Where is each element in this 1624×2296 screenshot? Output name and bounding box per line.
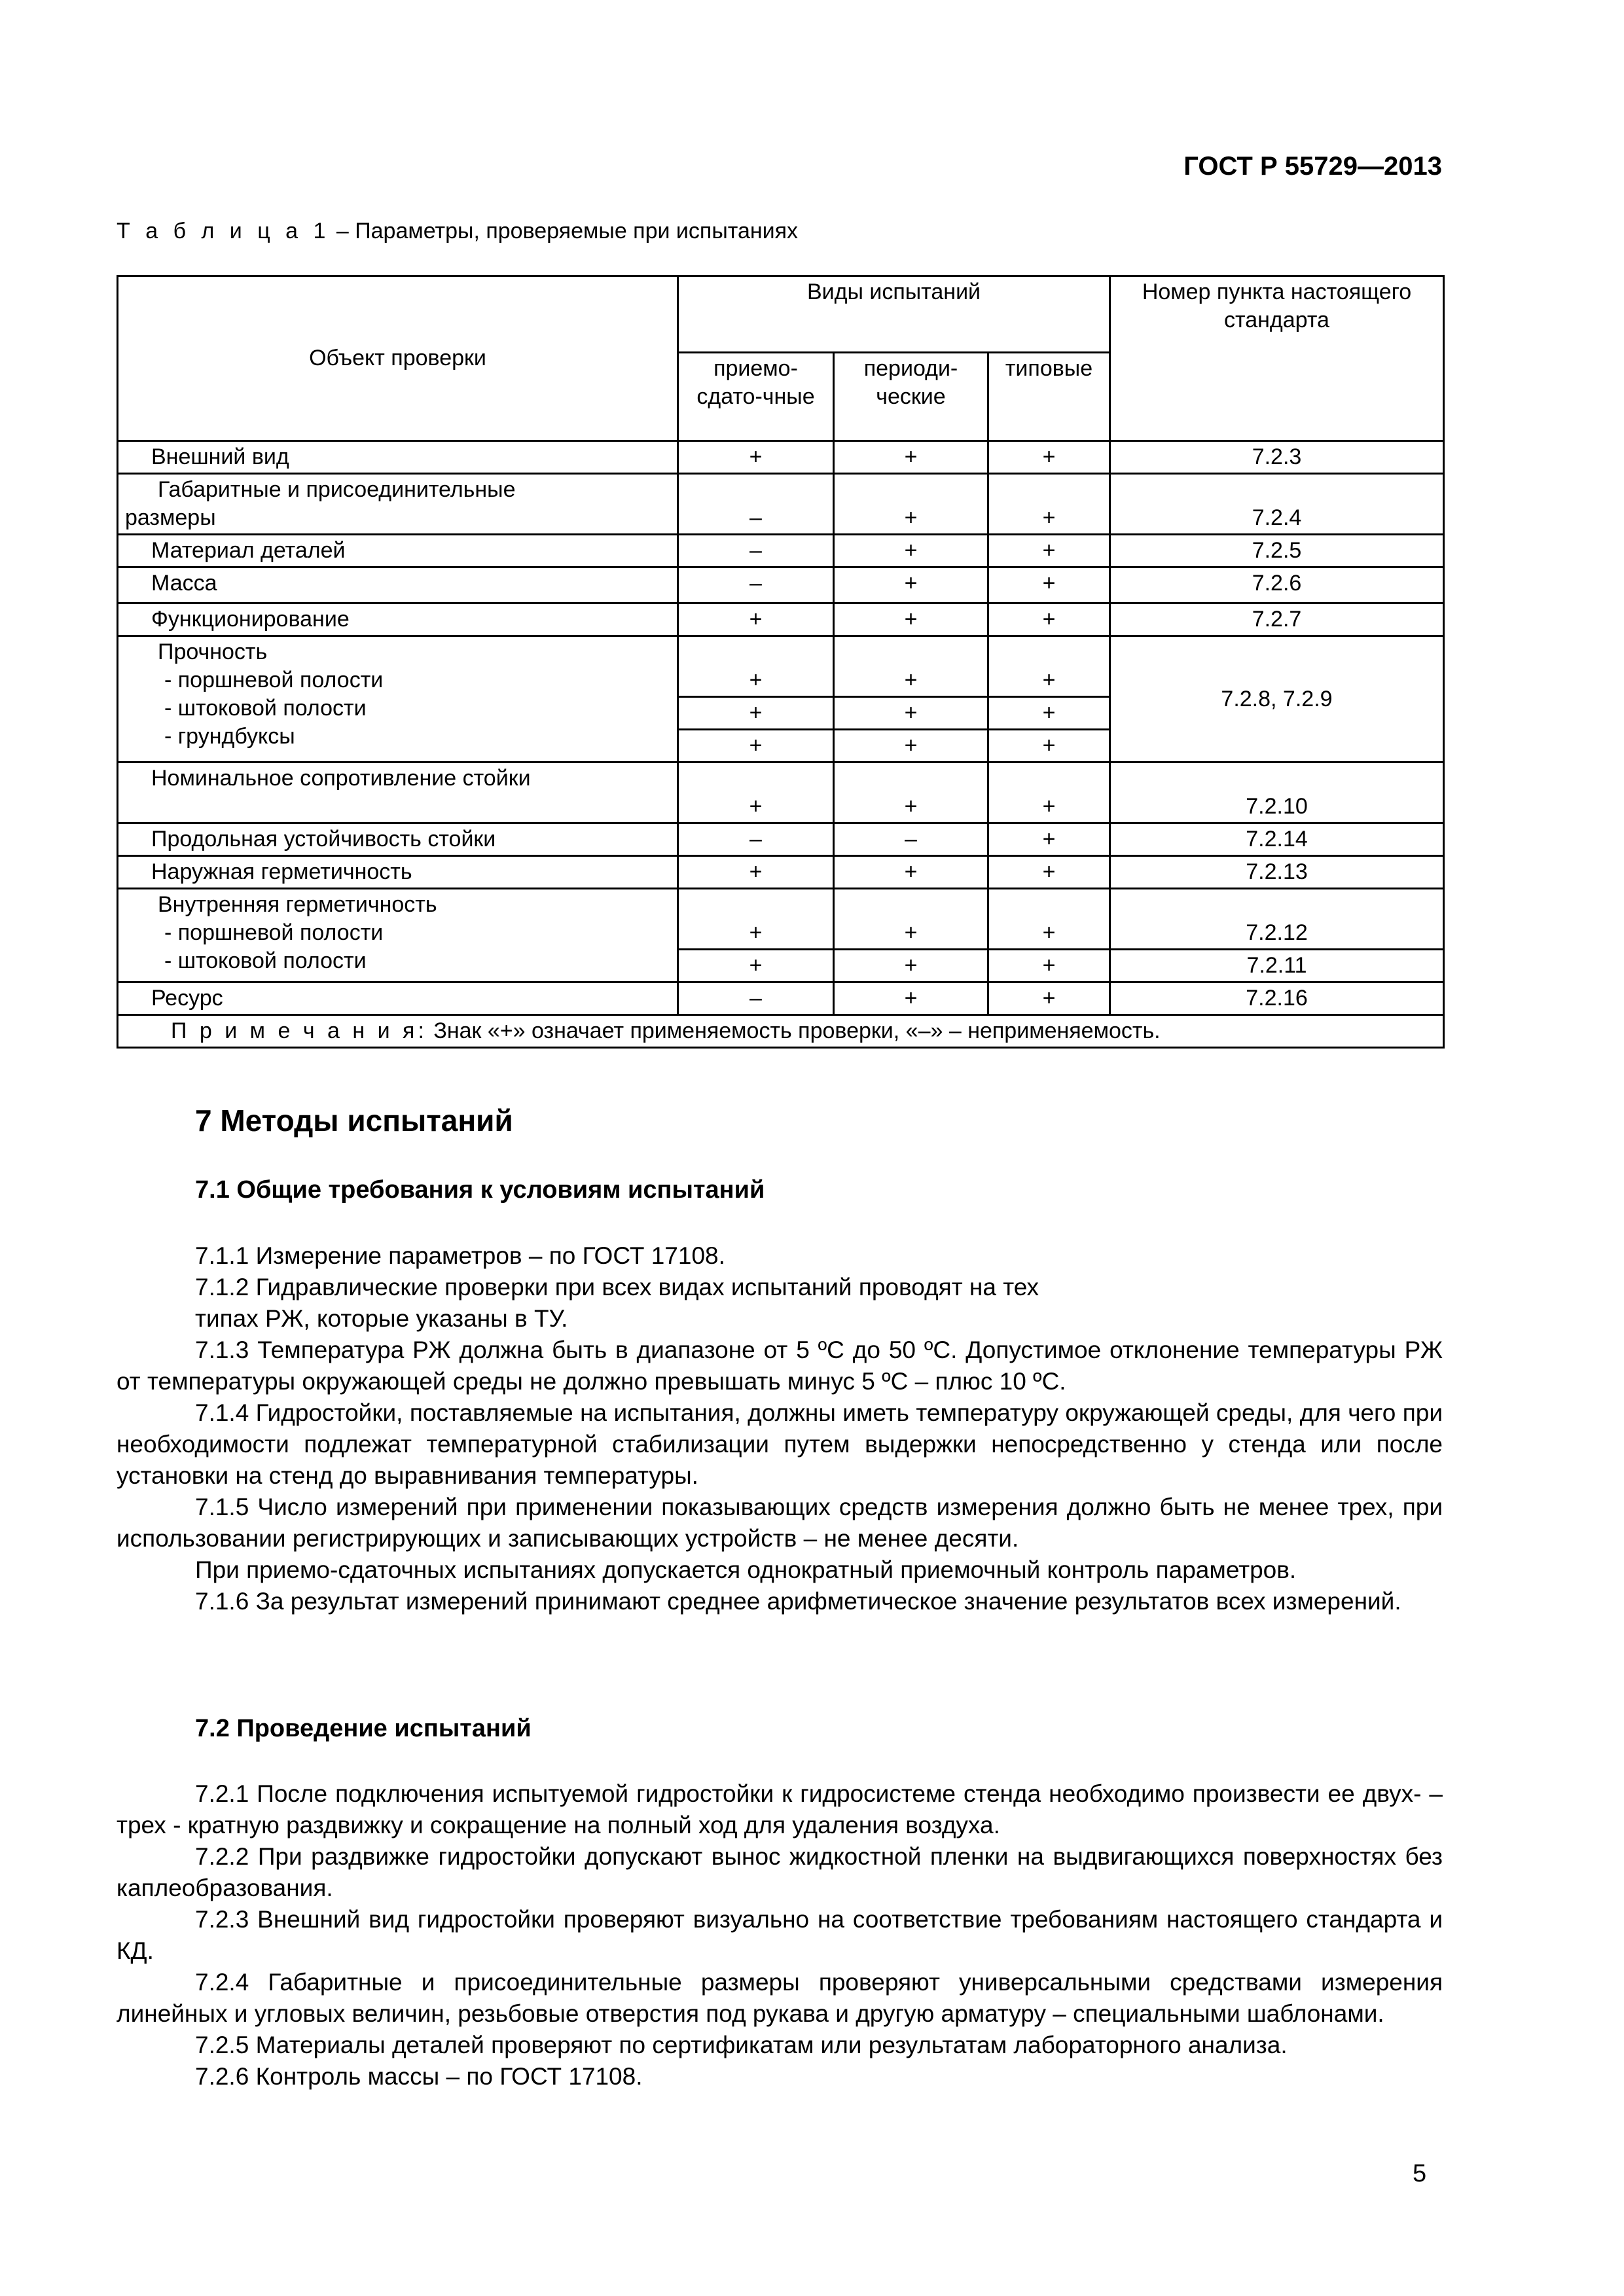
paragraph: При приемо-сдаточных испытаниях допускается однократный приемочный контроль параметров. — [195, 1556, 1297, 1583]
row-ref: 7.2.3 — [1110, 441, 1444, 474]
strength-sub-rod: - штоковой полости — [164, 696, 367, 721]
section-7-2-text — [117, 1778, 1443, 2092]
row-periodic: + — [834, 474, 988, 535]
paragraph: 7.1.1 Измерение параметров – по ГОСТ 17108. — [195, 1242, 725, 1269]
row-object: Функционирование — [118, 603, 678, 636]
internal-tightness-title: Внутренняя герметичность — [158, 892, 437, 917]
table-row — [118, 823, 1444, 856]
paragraph: 7.2.6 Контроль массы – по ГОСТ 17108. — [195, 2063, 643, 2090]
row-type: + — [988, 950, 1110, 982]
row-ref: 7.2.13 — [1110, 856, 1444, 889]
row-type: + — [988, 567, 1110, 603]
parameters-table — [117, 275, 1445, 1049]
row-object-strength — [118, 636, 678, 762]
row-object: Материал деталей — [118, 535, 678, 567]
internal-tightness-sub-rod: - штоковой полости — [164, 948, 367, 973]
row-ref-strength: 7.2.8, 7.2.9 — [1110, 636, 1444, 762]
header-object: Объект проверки — [118, 276, 678, 441]
row-acceptance: – — [678, 535, 834, 567]
row-periodic: + — [834, 603, 988, 636]
row-type: + — [988, 823, 1110, 856]
row-acceptance: + — [678, 636, 834, 697]
paragraph: 7.2.2 При раздвижке гидростойки допускают вынос жидкостной пленки на выдвигающихся поверхностях без каплеобразования. — [117, 1843, 1443, 1901]
row-ref: 7.2.11 — [1110, 950, 1444, 982]
row-acceptance: – — [678, 823, 834, 856]
row-object-line2: размеры — [125, 505, 216, 530]
table-row — [118, 889, 1444, 950]
paragraph: типах РЖ, которые указаны в ТУ. — [195, 1305, 568, 1332]
row-object: Внешний вид — [118, 441, 678, 474]
table-row — [118, 567, 1444, 603]
row-periodic: + — [834, 441, 988, 474]
row-acceptance: + — [678, 762, 834, 823]
section-title: 7 Методы испытаний — [195, 1103, 513, 1138]
row-periodic: + — [834, 950, 988, 982]
header-periodic: периоди-ческие — [834, 353, 988, 441]
table-row — [118, 441, 1444, 474]
row-object: Наружная герметичность — [118, 856, 678, 889]
strength-sub-piston: - поршневой полости — [164, 668, 384, 692]
row-type: + — [988, 856, 1110, 889]
table-row — [118, 603, 1444, 636]
table-header-row — [118, 276, 1444, 353]
row-periodic: + — [834, 697, 988, 730]
paragraph: 7.1.2 Гидравлические проверки при всех видах испытаний проводят на тех — [195, 1274, 1039, 1300]
strength-title: Прочность — [158, 639, 268, 664]
row-acceptance: + — [678, 730, 834, 762]
row-ref: 7.2.16 — [1110, 982, 1444, 1015]
table-note-row — [118, 1015, 1444, 1048]
row-type: + — [988, 730, 1110, 762]
table-row — [118, 856, 1444, 889]
table-row — [118, 982, 1444, 1015]
section-7-1-text — [117, 1240, 1443, 1617]
paragraph: 7.1.4 Гидростойки, поставляемые на испытания, должны иметь температуру окружающей среды, для чего при необходимости подлежат температурной стабилизации путем выдержки непосредственно у стенда или после установки на стенд до выравнивания температуры. — [117, 1399, 1443, 1489]
row-acceptance: – — [678, 567, 834, 603]
row-periodic: + — [834, 730, 988, 762]
table-row — [118, 636, 1444, 697]
row-periodic: + — [834, 889, 988, 950]
row-acceptance: + — [678, 603, 834, 636]
paragraph: 7.1.6 За результат измерений принимают среднее арифметическое значение результатов всех измерений. — [195, 1588, 1401, 1615]
row-type: + — [988, 982, 1110, 1015]
row-object: Номинальное сопротивление стойки — [118, 762, 678, 823]
row-type: + — [988, 535, 1110, 567]
row-periodic: + — [834, 535, 988, 567]
row-object — [118, 474, 678, 535]
internal-tightness-sub-piston: - поршневой полости — [164, 920, 384, 945]
row-acceptance: + — [678, 950, 834, 982]
page-number: 5 — [1413, 2160, 1427, 2187]
strength-sub-gland: - грундбуксы — [164, 724, 295, 749]
row-object: Продольная устойчивость стойки — [118, 823, 678, 856]
row-type: + — [988, 474, 1110, 535]
header-acceptance: приемо-сдато-чные — [678, 353, 834, 441]
row-ref: 7.2.14 — [1110, 823, 1444, 856]
row-periodic: – — [834, 823, 988, 856]
row-acceptance: + — [678, 856, 834, 889]
row-type: + — [988, 636, 1110, 697]
table-note — [118, 1015, 1444, 1048]
row-acceptance: + — [678, 889, 834, 950]
table-row — [118, 535, 1444, 567]
row-object: Ресурс — [118, 982, 678, 1015]
paragraph: 7.1.3 Температура РЖ должна быть в диапазоне от 5 ºС до 50 ºС. Допустимое отклонение температуры РЖ от температуры окружающей среды не должно превышать минус 5 ºС – плюс 10 ºС. — [117, 1336, 1443, 1395]
row-object: Масса — [118, 567, 678, 603]
header-number: Номер пункта настоящего стандарта — [1110, 276, 1444, 441]
row-ref: 7.2.7 — [1110, 603, 1444, 636]
row-object-internal-tightness — [118, 889, 678, 982]
table-row — [118, 474, 1444, 535]
row-object-line1: Габаритные и присоединительные — [158, 477, 516, 502]
row-periodic: + — [834, 982, 988, 1015]
row-acceptance: – — [678, 474, 834, 535]
row-type: + — [988, 603, 1110, 636]
standard-designation: ГОСТ Р 55729—2013 — [1183, 152, 1442, 181]
table-note-text: Знак «+» означает применяемость проверки, «–» – неприменяемость. — [427, 1018, 1161, 1043]
table-caption-prefix: Т а б л и ц а 1 — [117, 219, 331, 243]
row-ref: 7.2.10 — [1110, 762, 1444, 823]
table-caption — [117, 219, 798, 244]
row-ref: 7.2.4 — [1110, 474, 1444, 535]
table-note-prefix: П р и м е ч а н и я: — [171, 1018, 427, 1043]
row-acceptance: – — [678, 982, 834, 1015]
header-tests: Виды испытаний — [678, 276, 1110, 353]
row-ref: 7.2.6 — [1110, 567, 1444, 603]
table-caption-text: – Параметры, проверяемые при испытаниях — [330, 219, 799, 243]
row-type: + — [988, 441, 1110, 474]
row-type: + — [988, 762, 1110, 823]
row-type: + — [988, 697, 1110, 730]
row-periodic: + — [834, 567, 988, 603]
paragraph: 7.2.1 После подключения испытуемой гидростойки к гидросистеме стенда необходимо произвести ее двух- – трех - кратную раздвижку и сокращение на полный ход для удаления воздуха. — [117, 1780, 1443, 1839]
subsection-title-7-2: 7.2 Проведение испытаний — [195, 1715, 532, 1742]
row-type: + — [988, 889, 1110, 950]
row-ref: 7.2.12 — [1110, 889, 1444, 950]
paragraph: 7.1.5 Число измерений при применении показывающих средств измерения должно быть не менее трех, при использовании регистрирующих и записывающих устройств – не менее десяти. — [117, 1494, 1443, 1552]
row-periodic: + — [834, 762, 988, 823]
paragraph: 7.2.4 Габаритные и присоединительные размеры проверяют универсальными средствами измерения линейных и угловых величин, резьбовые отверстия под рукава и другую арматуру – специальными шаблонами. — [117, 1969, 1443, 2027]
header-type: типовые — [988, 353, 1110, 441]
subsection-title-7-1: 7.1 Общие требования к условиям испытаний — [195, 1176, 765, 1204]
row-ref: 7.2.5 — [1110, 535, 1444, 567]
paragraph: 7.2.5 Материалы деталей проверяют по сертификатам или результатам лабораторного анализа. — [195, 2032, 1288, 2058]
paragraph: 7.2.3 Внешний вид гидростойки проверяют визуально на соответствие требованиям настоящего стандарта и КД. — [117, 1906, 1443, 1964]
table-row — [118, 762, 1444, 823]
row-periodic: + — [834, 636, 988, 697]
row-acceptance: + — [678, 441, 834, 474]
row-acceptance: + — [678, 697, 834, 730]
row-periodic: + — [834, 856, 988, 889]
